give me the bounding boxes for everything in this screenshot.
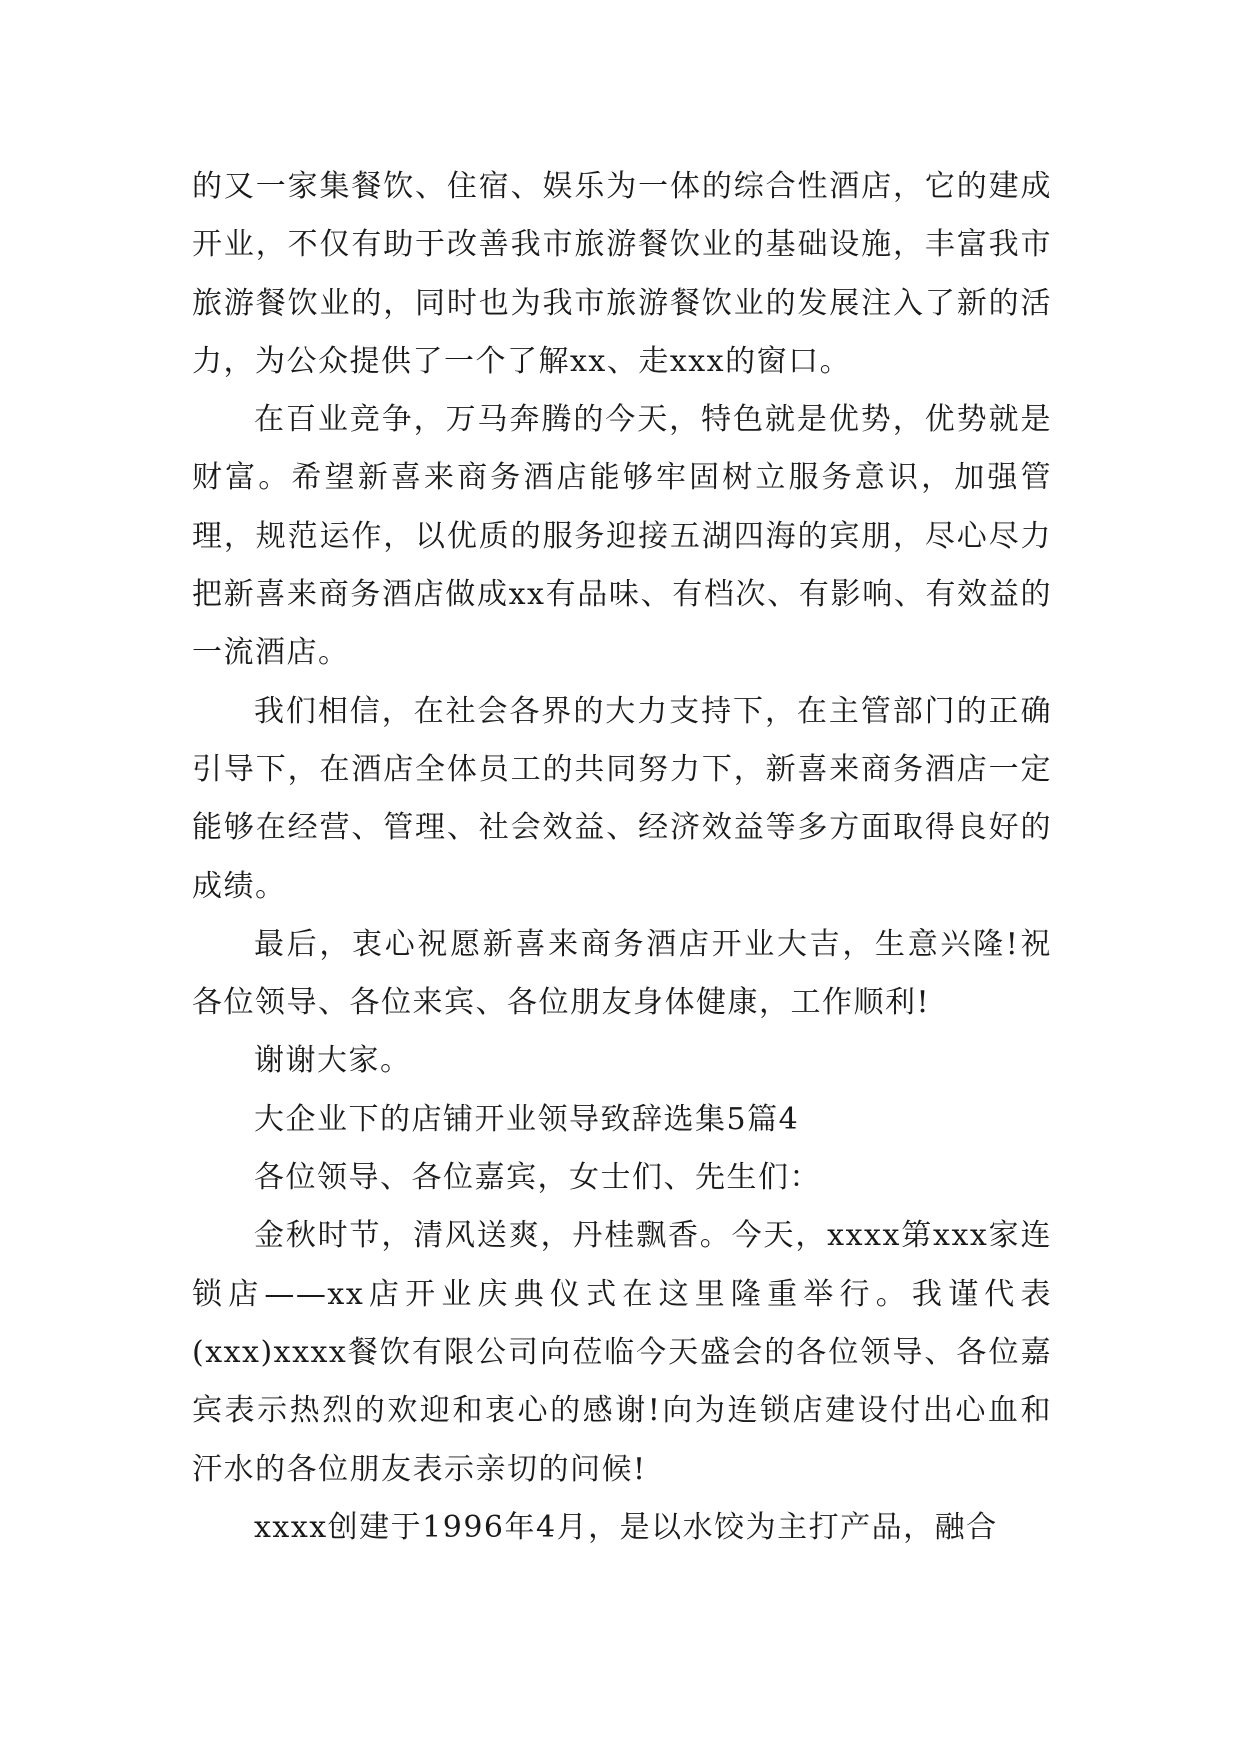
paragraph-salutation: 各位领导、各位嘉宾，女士们、先生们： [254,1160,821,1196]
paragraph-competition: 在百业竞争，万马奔腾的今天，特色就是优势，优势就是财富。希望新喜来商务酒店能够牢固树立服务意识，加强管理，规范运作，以优质的服务迎接五湖四海的宾朋，尽心尽力把新喜来商务酒店做成xx有品味、有档次、有影响、有效益的一流酒店。 [192,402,1052,671]
paragraph-company-intro: xxxx创建于1996年4月，是以水饺为主打产品，融合 [254,1509,998,1545]
paragraph-wishes: 最后，衷心祝愿新喜来商务酒店开业大吉，生意兴隆!祝各位领导、各位来宾、各位朋友身体健康，工作顺利! [192,926,1052,1021]
paragraph-ceremony: 金秋时节，清风送爽，丹桂飘香。今天，xxxx第xxx家连锁店——xx店开业庆典仪式在这里隆重举行。我谨代表(xxx)xxxx餐饮有限公司向莅临今天盛会的各位领导、各位嘉宾表示热烈的欢迎和衷心的感谢!向为连锁店建设付出心血和汗水的各位朋友表示亲切的问候! [192,1218,1052,1487]
paragraph-confidence: 我们相信，在社会各界的大力支持下，在主管部门的正确引导下，在酒店全体员工的共同努力下，新喜来商务酒店一定能够在经营、管理、社会效益、经济效益等多方面取得良好的成绩。 [192,693,1052,904]
paragraph-hotel-opening: 的又一家集餐饮、住宿、娱乐为一体的综合性酒店，它的建成开业，不仅有助于改善我市旅游餐饮业的基础设施，丰富我市旅游餐饮业的，同时也为我市旅游餐饮业的发展注入了新的活力，为公众提供了一个了解xx、走xxx的窗口。 [192,169,1052,379]
section-heading: 大企业下的店铺开业领导致辞选集5篇4 [254,1101,800,1137]
paragraph-thanks: 谢谢大家。 [254,1043,412,1079]
document-body [192,158,1052,1557]
